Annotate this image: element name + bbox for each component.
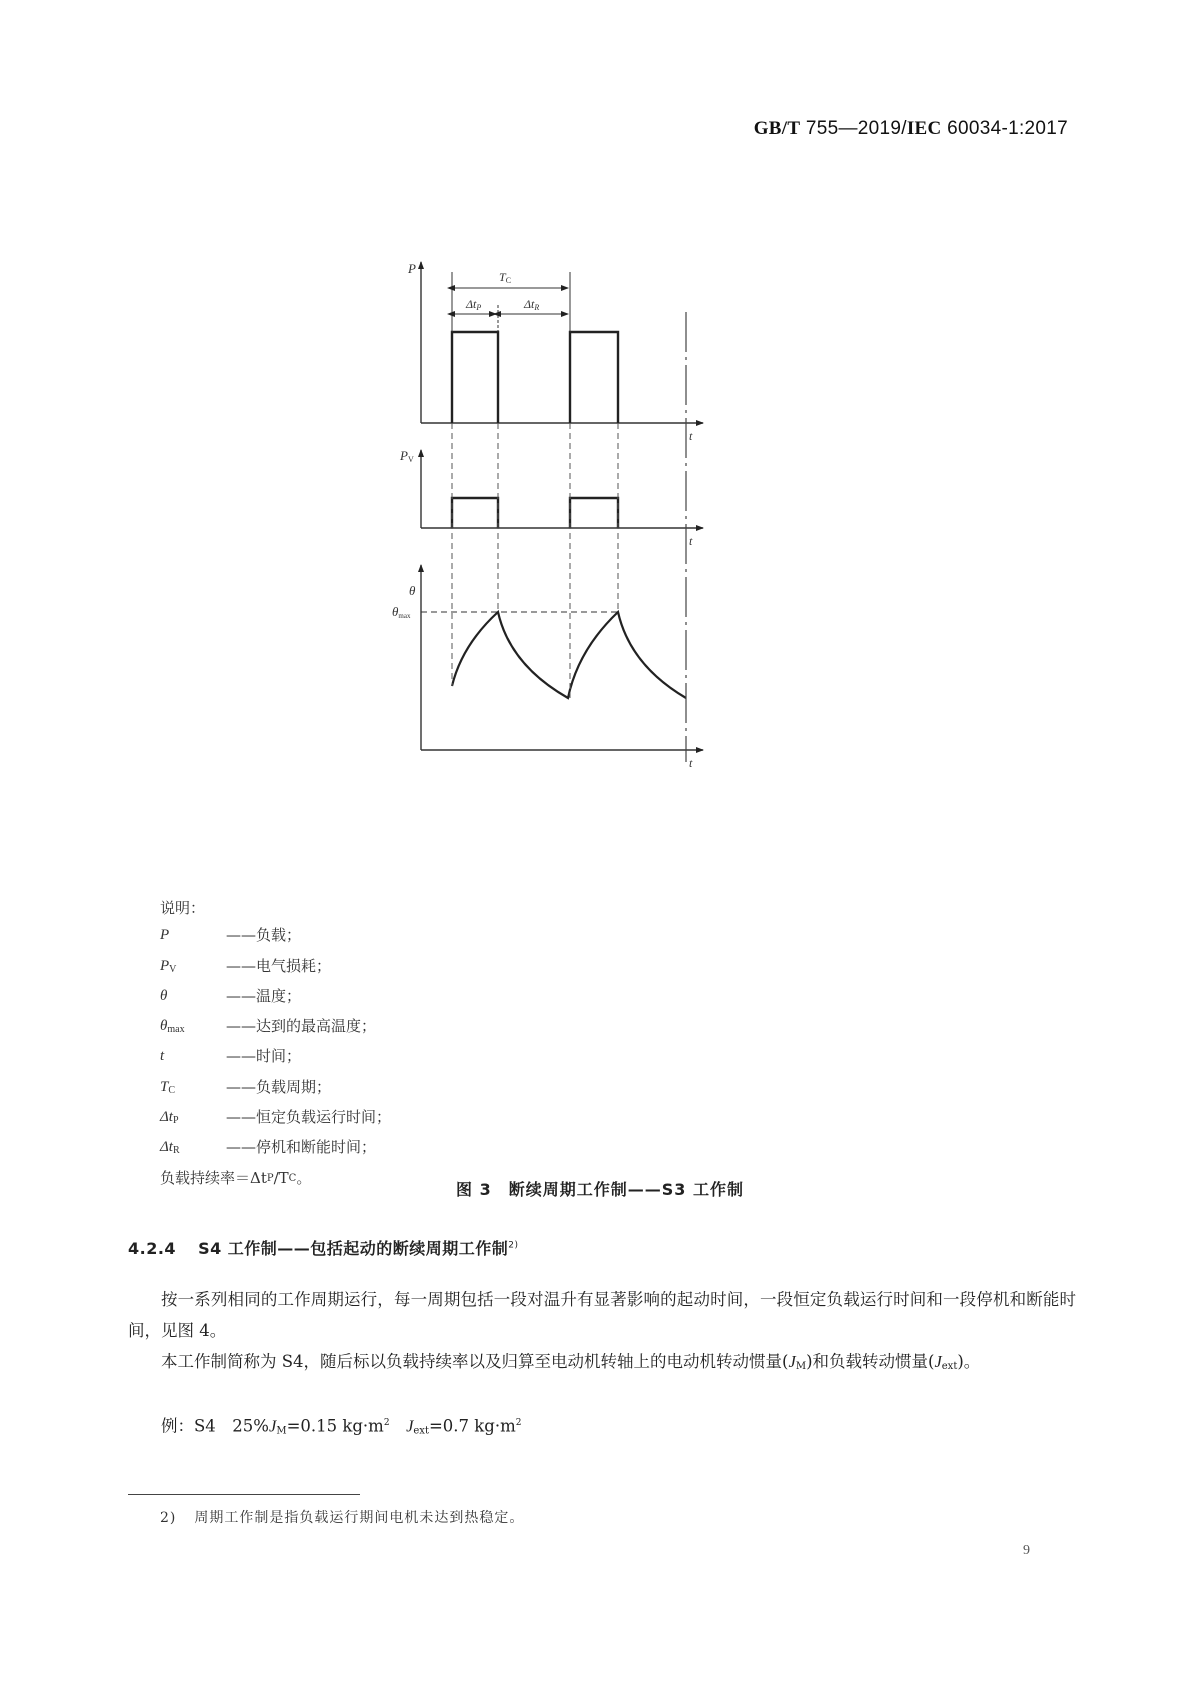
projection-lines (452, 423, 618, 698)
section-title: S4 工作制——包括起动的断续周期工作制 (198, 1239, 509, 1258)
svg-text:θmax: θmax (392, 604, 411, 620)
paragraph-example: 例：S4 $25\%J_M=0.15$ $kg\cdot m^2$ $J_{ext}=0.7$ $kg\cdot m^2$ (161, 1416, 522, 1437)
pv-pulse-2 (570, 498, 618, 528)
legend-item: θ ——温度； (160, 986, 302, 1005)
svg-text:t: t (689, 534, 693, 548)
temperature-curve (452, 612, 686, 698)
p-pulse-1 (452, 332, 498, 423)
svg-text:t: t (689, 429, 693, 443)
iec-number: 60034-1:2017 (941, 118, 1068, 139)
figure-legend (160, 895, 391, 1192)
footnote-text: 周期工作制是指负载运行期间电机未达到热稳定。 (194, 1510, 525, 1526)
svg-text:P: P (408, 261, 416, 276)
legend-item: $\theta_{max}$ ——达到的最高温度； (160, 1017, 377, 1036)
svg-text:θ: θ (409, 583, 416, 598)
paragraph-designation: 本工作制简称为 S4，随后标以负载持续率以及归算至电动机转轴上的电动机转动惯量$(J_M)$和负载转动惯量$(J_{ext})$。 (161, 1352, 981, 1372)
section-number: 4.2.4 (128, 1239, 177, 1258)
legend-item: P ——负载； (160, 926, 302, 945)
pv-loss-chart (421, 450, 703, 528)
theta-temperature-chart (421, 565, 703, 753)
legend-item: $\Delta t_R$ ——停机和断能时间； (160, 1138, 377, 1157)
page-number: 9 (1023, 1543, 1030, 1558)
duty-ratio-definition: 负载持续率＝Δt P /T C 。 (160, 1168, 312, 1187)
iec-bold: IEC (906, 118, 942, 139)
section-heading (128, 1236, 519, 1259)
svg-text:t: t (689, 756, 693, 770)
figure-caption: 图 3 断续周期工作制——S3 工作制 (456, 1180, 744, 1199)
standard-code-number: 755—2019/ (800, 118, 907, 139)
legend-item: $P_V$ ——电气损耗； (160, 956, 332, 975)
legend-title: 说明： (160, 899, 206, 917)
footnote-ref[interactable]: 2) (508, 1240, 519, 1251)
legend-item: t ——时间； (160, 1047, 302, 1066)
p-pulse-2 (570, 332, 618, 423)
svg-text:PV: PV (400, 448, 414, 464)
pv-pulse-1 (452, 498, 498, 528)
paragraph-definition: 按一系列相同的工作周期运行，每一周期包括一段对温升有显著影响的起动时间，一段恒定负载运行时间和一段停机和断能时间，见图 4。 (128, 1290, 1076, 1340)
svg-text:ΔtR: ΔtR (524, 297, 540, 312)
svg-text:TC: TC (499, 270, 512, 285)
footnote-number: 2) (160, 1510, 177, 1526)
svg-text:ΔtP: ΔtP (466, 297, 482, 312)
legend-item: $\Delta t_P$ ——恒定负载运行时间； (160, 1108, 392, 1127)
legend-item: $T_C$ ——负载周期； (160, 1077, 332, 1096)
footnote-divider (128, 1494, 360, 1495)
p-load-chart (421, 262, 703, 423)
standard-code-bold: GB/T (753, 118, 801, 139)
footnote (160, 1507, 524, 1527)
